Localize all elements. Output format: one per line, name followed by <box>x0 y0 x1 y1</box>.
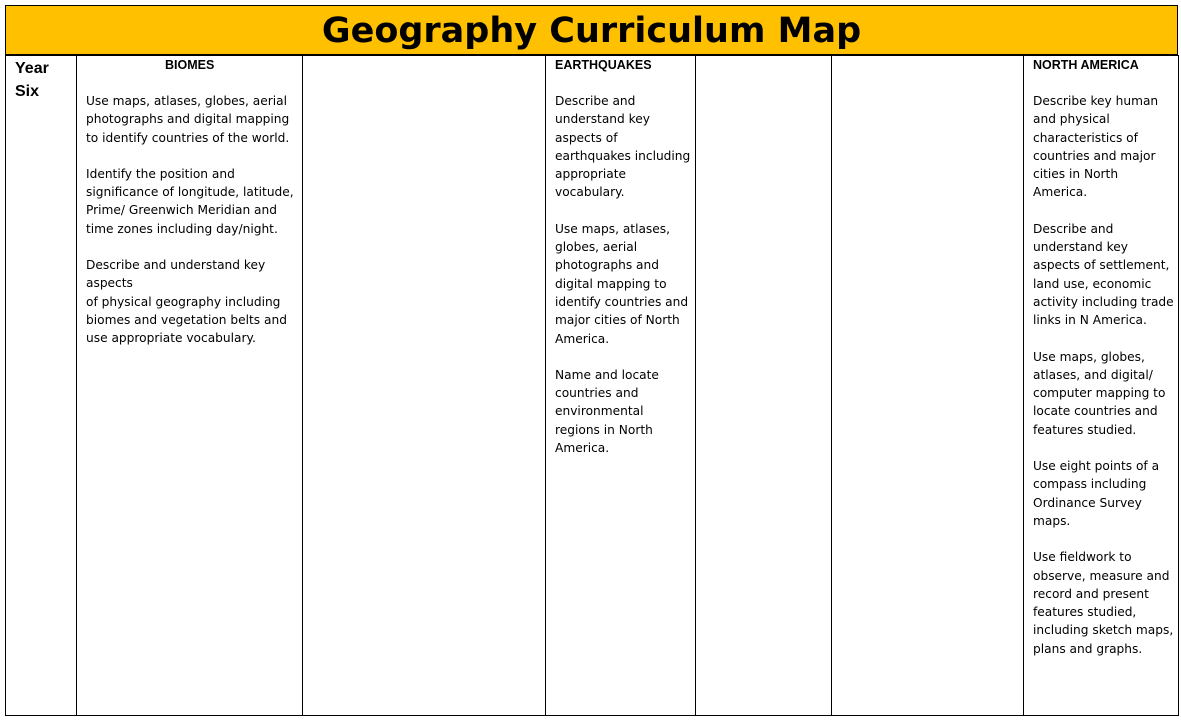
topic-title: NORTH AMERICA <box>1033 58 1139 72</box>
objective-text: Use fieldwork to observe, measure and record and present features studied, including sketch maps, plans and graphs. <box>1033 550 1174 656</box>
objective-text: Name and locate countries and environmental regions in North America. <box>555 367 659 456</box>
curriculum-sheet <box>5 5 1178 716</box>
empty-topic-cell <box>832 56 1024 716</box>
topic-cell-north-america <box>1024 56 1179 716</box>
objective-text: Use eight points of a compass including Ordinance Survey maps. <box>1033 459 1160 528</box>
objective-text: Use maps, globes, atlases, and digital/ computer mapping to locate countries and features studied. <box>1033 349 1166 437</box>
topic-title: BIOMES <box>165 58 215 72</box>
topic-title: EARTHQUAKES <box>555 58 652 72</box>
curriculum-table <box>5 55 1179 716</box>
table-row <box>6 56 1179 716</box>
topic-cell-earthquakes <box>546 56 696 716</box>
objective-text: Use maps, atlases, globes, aerial photographs and digital mapping to identify countries and major cities of North America. <box>555 221 689 346</box>
page-title: Geography Curriculum Map <box>321 10 862 51</box>
empty-topic-cell <box>696 56 832 716</box>
topic-cell-biomes <box>77 56 303 716</box>
empty-topic-cell <box>303 56 546 716</box>
objective-text: Describe key human and physical characteristics of countries and major cities in North America. <box>1033 94 1159 200</box>
objective-text: Describe and understand key aspects of settlement, land use, economic activity including trade links in N America. <box>1033 221 1174 328</box>
objective-text: Describe and understand key aspects of earthquakes including appropriate vocabulary. <box>555 94 691 200</box>
year-label: Year Six <box>15 60 49 100</box>
objective-text: Describe and understand key aspects of physical geography including biomes and vegetation belts and use appropriate vocabulary. <box>86 258 287 346</box>
title-banner <box>5 5 1178 55</box>
objective-text: Identify the position and significance of longitude, latitude, Prime/ Greenwich Meridian and time zones including day/night. <box>86 166 294 236</box>
year-cell <box>6 56 77 716</box>
objective-text: Use maps, atlases, globes, aerial photographs and digital mapping to identify countries of the world. <box>86 94 290 145</box>
